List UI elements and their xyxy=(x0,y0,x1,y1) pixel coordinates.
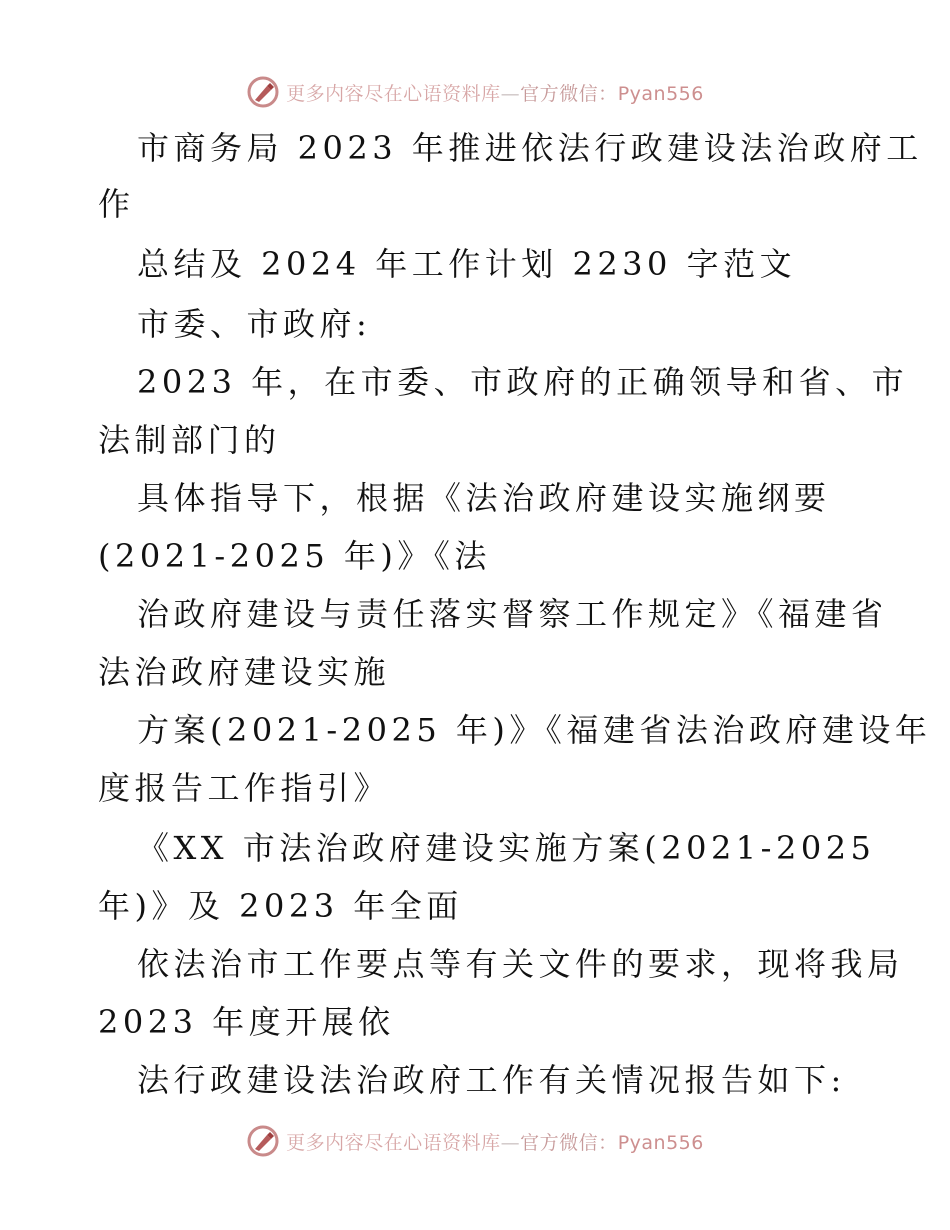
paragraph-line: 2023 年，在市委、市政府的正确领导和省、市 xyxy=(137,363,909,401)
paragraph-line: 2023 年度开展依 xyxy=(98,1003,395,1041)
paragraph-line: 方案(2021-2025 年)》《福建省法治政府建设年 xyxy=(137,711,932,749)
watermark-wechat-id: Pyan556 xyxy=(617,1131,704,1154)
salutation: 市委、市政府: xyxy=(137,305,372,343)
document-title-line-3: 总结及 2024 年工作计划 2230 字范文 xyxy=(137,245,797,283)
paragraph-line: 法行政建设法治政府工作有关情况报告如下: xyxy=(137,1061,846,1099)
pen-nib-circle-icon xyxy=(246,75,280,109)
paragraph-line: (2021-2025 年)》《法 xyxy=(98,537,491,575)
watermark-header xyxy=(0,72,950,112)
paragraph-line: 法制部门的 xyxy=(98,421,281,459)
watermark-footer xyxy=(0,1121,950,1161)
pen-nib-circle-icon xyxy=(246,1124,280,1158)
document-title-line-2: 作 xyxy=(98,185,135,223)
paragraph-line: 年)》及 2023 年全面 xyxy=(98,887,463,925)
watermark-wechat-id: Pyan556 xyxy=(617,82,704,105)
paragraph-line: 《XX 市法治政府建设实施方案(2021-2025 xyxy=(137,829,876,867)
watermark-dash: — xyxy=(500,82,521,105)
paragraph-line: 依法治市工作要点等有关文件的要求，现将我局 xyxy=(137,945,904,983)
paragraph-line: 治政府建设与责任落实督察工作规定》《福建省 xyxy=(137,595,888,633)
watermark-main-text: 更多内容尽在心语资料库 xyxy=(286,82,501,105)
document-title-line-1: 市商务局 2023 年推进依法行政建设法治政府工 xyxy=(137,129,923,167)
paragraph-line: 法治政府建设实施 xyxy=(98,653,391,691)
paragraph-line: 具体指导下，根据《法治政府建设实施纲要 xyxy=(137,479,831,517)
paragraph-line: 度报告工作指引》 xyxy=(98,769,391,807)
watermark-main-text: 更多内容尽在心语资料库 xyxy=(286,1131,501,1154)
watermark-dash: — xyxy=(500,1131,521,1154)
watermark-wechat-label: 官方微信： xyxy=(520,1131,618,1154)
watermark-wechat-label: 官方微信： xyxy=(520,82,618,105)
